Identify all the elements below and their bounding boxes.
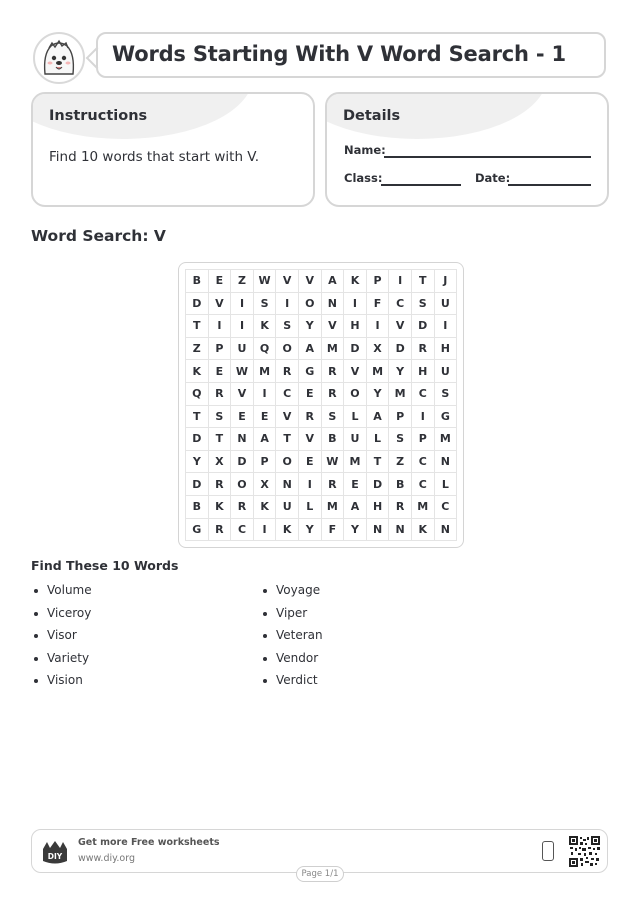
word-list-item: Veteran [260, 627, 323, 650]
grid-cell: P [208, 337, 231, 360]
grid-cell: B [186, 270, 209, 293]
grid-cell: V [276, 270, 299, 293]
grid-cell: D [186, 292, 209, 315]
grid-cell: N [366, 518, 389, 541]
grid-cell: C [389, 292, 412, 315]
grid-cell: H [411, 360, 434, 383]
grid-cell: U [276, 495, 299, 518]
grid-cell: I [389, 270, 412, 293]
grid-cell: G [434, 405, 457, 428]
grid-cell: Q [186, 382, 209, 405]
grid-cell: B [321, 428, 344, 451]
grid-cell: C [434, 495, 457, 518]
grid-cell: P [411, 428, 434, 451]
grid-cell: N [276, 473, 299, 496]
word-list-heading: Find These 10 Words [31, 558, 179, 573]
word-list-item: Viceroy [31, 605, 92, 628]
grid-row [186, 518, 457, 541]
grid-row [186, 428, 457, 451]
grid-cell: S [389, 428, 412, 451]
grid-cell: P [389, 405, 412, 428]
grid-cell: S [411, 292, 434, 315]
grid-cell: Y [298, 315, 321, 338]
grid-cell: M [366, 360, 389, 383]
letter-grid [185, 269, 457, 541]
grid-cell: O [344, 382, 367, 405]
grid-cell: A [344, 495, 367, 518]
word-list-item: Vendor [260, 650, 323, 673]
grid-cell: N [321, 292, 344, 315]
grid-cell: Y [389, 360, 412, 383]
word-list-left [31, 582, 92, 695]
grid-row [186, 360, 457, 383]
grid-cell: T [366, 450, 389, 473]
grid-cell: R [321, 382, 344, 405]
grid-cell: O [298, 292, 321, 315]
grid-cell: H [434, 337, 457, 360]
grid-row [186, 405, 457, 428]
name-label: Name: [344, 143, 386, 157]
grid-cell: L [298, 495, 321, 518]
grid-cell: V [389, 315, 412, 338]
grid-cell: C [411, 473, 434, 496]
grid-cell: I [366, 315, 389, 338]
grid-cell: I [253, 382, 276, 405]
class-label: Class: [344, 171, 383, 185]
grid-cell: I [411, 405, 434, 428]
word-list-item: Voyage [260, 582, 323, 605]
grid-cell: K [208, 495, 231, 518]
grid-cell: I [231, 292, 254, 315]
grid-cell: M [321, 337, 344, 360]
word-list-right [260, 582, 323, 695]
grid-cell: D [231, 450, 254, 473]
date-field[interactable] [508, 184, 591, 186]
grid-cell: B [389, 473, 412, 496]
grid-cell: Z [389, 450, 412, 473]
grid-cell: F [366, 292, 389, 315]
grid-cell: R [389, 495, 412, 518]
grid-row [186, 337, 457, 360]
grid-cell: R [208, 473, 231, 496]
grid-cell: M [434, 428, 457, 451]
word-search-grid [178, 262, 464, 548]
grid-cell: C [231, 518, 254, 541]
grid-cell: M [411, 495, 434, 518]
grid-cell: U [434, 292, 457, 315]
grid-cell: U [434, 360, 457, 383]
grid-cell: L [434, 473, 457, 496]
grid-row [186, 382, 457, 405]
grid-cell: S [208, 405, 231, 428]
grid-cell: W [253, 270, 276, 293]
grid-cell: D [186, 428, 209, 451]
grid-cell: S [276, 315, 299, 338]
grid-cell: P [366, 270, 389, 293]
grid-cell: G [298, 360, 321, 383]
grid-cell: I [344, 292, 367, 315]
page-title: Words Starting With V Word Search - 1 [112, 42, 566, 66]
grid-cell: U [231, 337, 254, 360]
grid-cell: L [344, 405, 367, 428]
grid-cell: C [411, 450, 434, 473]
class-field[interactable] [381, 184, 461, 186]
grid-cell: E [231, 405, 254, 428]
grid-row [186, 473, 457, 496]
grid-cell: R [298, 405, 321, 428]
grid-cell: S [434, 382, 457, 405]
grid-cell: T [276, 428, 299, 451]
grid-cell: I [208, 315, 231, 338]
grid-row [186, 450, 457, 473]
grid-cell: S [253, 292, 276, 315]
grid-cell: V [321, 315, 344, 338]
grid-cell: A [321, 270, 344, 293]
grid-cell: Q [253, 337, 276, 360]
grid-cell: T [186, 315, 209, 338]
grid-cell: J [434, 270, 457, 293]
grid-cell: M [344, 450, 367, 473]
grid-cell: N [389, 518, 412, 541]
grid-cell: C [276, 382, 299, 405]
grid-cell: M [389, 382, 412, 405]
grid-row [186, 270, 457, 293]
grid-row [186, 315, 457, 338]
grid-cell: K [344, 270, 367, 293]
mascot-avatar [33, 32, 85, 84]
grid-cell: S [321, 405, 344, 428]
word-list-item: Verdict [260, 672, 323, 695]
grid-cell: D [186, 473, 209, 496]
grid-cell: D [366, 473, 389, 496]
grid-cell: Y [366, 382, 389, 405]
grid-cell: O [276, 337, 299, 360]
svg-text:DIY: DIY [47, 852, 63, 861]
grid-cell: I [434, 315, 457, 338]
grid-cell: R [208, 382, 231, 405]
footer-url[interactable]: www.diy.org [78, 853, 135, 864]
name-field[interactable] [384, 156, 591, 158]
grid-cell: L [366, 428, 389, 451]
grid-cell: U [344, 428, 367, 451]
grid-cell: W [231, 360, 254, 383]
footer-promo-text: Get more Free worksheets [78, 837, 220, 848]
grid-cell: V [276, 405, 299, 428]
grid-cell: B [186, 495, 209, 518]
grid-cell: W [321, 450, 344, 473]
grid-cell: E [298, 382, 321, 405]
word-list-item: Variety [31, 650, 92, 673]
grid-cell: I [298, 473, 321, 496]
grid-cell: E [253, 405, 276, 428]
grid-cell: H [366, 495, 389, 518]
grid-cell: P [253, 450, 276, 473]
grid-cell: N [231, 428, 254, 451]
mascot-icon [35, 34, 83, 82]
grid-cell: T [186, 405, 209, 428]
grid-cell: G [186, 518, 209, 541]
grid-cell: T [411, 270, 434, 293]
grid-cell: D [389, 337, 412, 360]
grid-cell: E [344, 473, 367, 496]
grid-cell: Z [231, 270, 254, 293]
grid-cell: V [231, 382, 254, 405]
grid-cell: A [253, 428, 276, 451]
grid-cell: K [253, 495, 276, 518]
grid-cell: K [253, 315, 276, 338]
grid-cell: C [411, 382, 434, 405]
grid-cell: M [253, 360, 276, 383]
grid-cell: F [321, 518, 344, 541]
grid-cell: A [366, 405, 389, 428]
word-list-item: Viper [260, 605, 323, 628]
section-title: Word Search: V [31, 227, 166, 245]
grid-cell: R [208, 518, 231, 541]
word-list-item: Volume [31, 582, 92, 605]
instructions-card [31, 92, 315, 207]
qr-code-icon [569, 836, 600, 867]
grid-cell: X [208, 450, 231, 473]
grid-cell: V [344, 360, 367, 383]
grid-cell: R [411, 337, 434, 360]
grid-cell: N [434, 518, 457, 541]
instructions-text: Find 10 words that start with V. [49, 149, 260, 165]
word-list-item: Vision [31, 672, 92, 695]
grid-cell: R [321, 360, 344, 383]
grid-cell: Y [186, 450, 209, 473]
details-heading: Details [343, 108, 401, 124]
instructions-heading: Instructions [49, 108, 148, 124]
grid-cell: V [208, 292, 231, 315]
grid-cell: R [276, 360, 299, 383]
grid-cell: Y [344, 518, 367, 541]
grid-cell: O [231, 473, 254, 496]
grid-row [186, 495, 457, 518]
word-list-item: Visor [31, 627, 92, 650]
grid-cell: O [276, 450, 299, 473]
grid-cell: A [298, 337, 321, 360]
phone-icon [542, 841, 554, 861]
title-bubble [96, 32, 606, 78]
grid-cell: K [411, 518, 434, 541]
grid-cell: R [321, 473, 344, 496]
grid-cell: K [276, 518, 299, 541]
diy-logo-icon[interactable] [41, 839, 69, 865]
grid-cell: Y [298, 518, 321, 541]
grid-cell: K [186, 360, 209, 383]
grid-cell: X [366, 337, 389, 360]
grid-cell: E [208, 360, 231, 383]
grid-cell: X [253, 473, 276, 496]
grid-cell: E [298, 450, 321, 473]
details-card [325, 92, 609, 207]
grid-cell: R [231, 495, 254, 518]
grid-cell: N [434, 450, 457, 473]
grid-cell: I [253, 518, 276, 541]
grid-row [186, 292, 457, 315]
grid-cell: Z [186, 337, 209, 360]
grid-cell: V [298, 428, 321, 451]
grid-cell: H [344, 315, 367, 338]
grid-cell: D [411, 315, 434, 338]
grid-cell: D [344, 337, 367, 360]
grid-cell: V [298, 270, 321, 293]
date-label: Date: [475, 171, 511, 185]
grid-cell: I [276, 292, 299, 315]
grid-cell: T [208, 428, 231, 451]
page-indicator: Page 1/1 [296, 866, 344, 882]
grid-cell: E [208, 270, 231, 293]
grid-cell: I [231, 315, 254, 338]
grid-cell: M [321, 495, 344, 518]
